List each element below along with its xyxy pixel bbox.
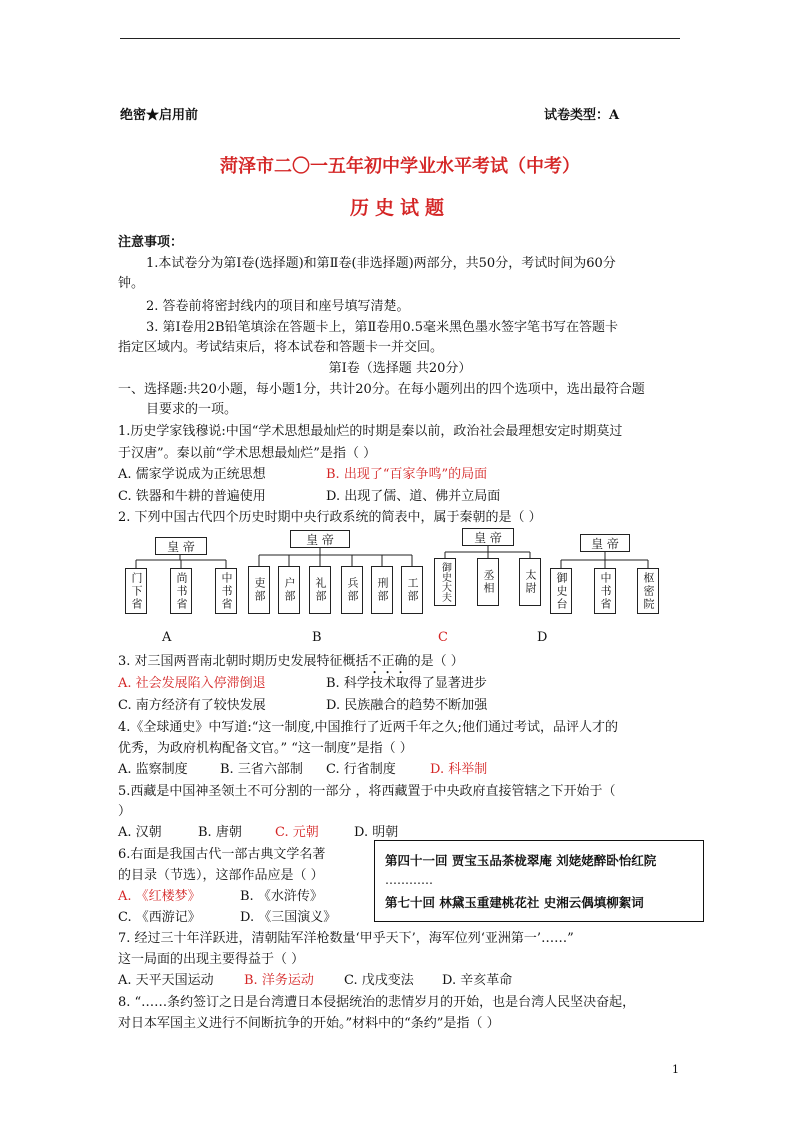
q7-option-a: A. 天平天国运动 <box>118 973 214 988</box>
q6-toc-line-1: 第四十一回 贾宝玉品茶栊翠庵 刘姥姥醉卧怡红院 <box>385 853 657 868</box>
q7-stem: 7. 经过三十年洋跃进，清朝陆军洋枪数量‘甲乎天下’，海军位列‘亚洲第一’……” <box>118 931 574 946</box>
q6-toc-line-2: 第七十回 林黛玉重建桃花社 史湘云偶填柳絮词 <box>385 895 644 910</box>
page-number: 1 <box>672 1063 679 1076</box>
chart-d-label-1: 御史台 <box>555 571 568 611</box>
chart-d-box-1 <box>550 568 572 614</box>
q3-option-d: D. 民族融合的趋势不断加强 <box>326 698 488 713</box>
chart-a-box-1 <box>125 568 147 614</box>
q6-option-c: C. 《西游记》 <box>118 910 201 925</box>
q6-option-a: A. 《红楼梦》 <box>118 889 201 904</box>
chart-a-box-2 <box>170 568 192 614</box>
q5-stem-cont: ） <box>118 804 132 819</box>
q3-option-b: B. 科学技术取得了显著进步 <box>326 676 487 691</box>
q2-stem: 2. 下列中国古代四个历史时期中央行政系统的简表中，属于秦朝的是（ ） <box>118 510 542 525</box>
chart-a-label-1: 门下省 <box>130 571 143 611</box>
chart-b-box-2 <box>278 566 300 614</box>
q3-stem-pre: 3. 对三国两晋南北朝时期历史发展特征概括 <box>118 654 369 669</box>
instructions-cont: 目要求的一项。 <box>146 402 238 417</box>
chart-b-label-5: 刑部 <box>376 577 389 603</box>
chart-c-box-2 <box>477 558 499 606</box>
q5-option-c: C. 元朝 <box>275 825 319 840</box>
q5-option-d: D. 明朝 <box>354 825 399 840</box>
chart-d-label-2: 中书省 <box>599 571 612 611</box>
q3-option-c: C. 南方经济有了较快发展 <box>118 698 266 713</box>
exam-title: 菏泽市二〇一五年初中学业水平考试（中考） <box>220 156 580 177</box>
chart-a-emperor: 皇 帝 <box>155 537 207 555</box>
q2-label-b: B <box>312 630 322 645</box>
q4-option-d: D. 科举制 <box>430 762 488 777</box>
notes-heading: 注意事项： <box>118 235 184 250</box>
chart-b-box-6 <box>401 566 423 614</box>
chart-d-box-3 <box>637 568 659 614</box>
q6-stem: 6.右面是我国古代一部古典文学名著 <box>118 847 326 862</box>
q7-stem-cont: 这一局面的出现主要得益于（ ） <box>118 952 305 967</box>
q6-stem-cont: 的目录（节选），这部作品应是（ ） <box>118 868 324 883</box>
q8-stem: 8. “……条约签订之日是台湾遭日本侵据统治的悲情岁月的开始，也是台湾人民坚决奋起， <box>118 995 636 1010</box>
exam-subtitle: 历史试题 <box>349 197 450 219</box>
chart-c-box-1 <box>434 558 456 606</box>
q1-stem: 1.历史学家钱穆说:中国“学术思想最灿烂的时期是秦以前，政治社会最理想安定时期莫过 <box>118 424 623 439</box>
chart-b-emperor: 皇 帝 <box>290 530 350 548</box>
note-3-cont: 指定区域内。考试结束后，将本试卷和答题卡一并交回。 <box>118 340 444 355</box>
q7-option-b: B. 洋务运动 <box>244 973 314 988</box>
note-1-cont: 钟。 <box>118 276 145 291</box>
chart-c-emperor: 皇 帝 <box>462 528 514 546</box>
q2-label-a: A <box>162 630 172 645</box>
q3-stem-emphasis: 不正确 <box>368 654 408 669</box>
q5-stem: 5.西藏是中国神圣领土不可分割的一部分 ，将西藏置于中央政府直接管辖之下开始于（ <box>118 784 616 799</box>
chart-b-box-3 <box>309 566 331 614</box>
q7-option-d: D. 辛亥革命 <box>442 973 513 988</box>
q4-option-c: C. 行省制度 <box>326 762 396 777</box>
chart-d-emperor: 皇 帝 <box>580 534 630 552</box>
chart-b-label-1: 吏部 <box>253 577 266 603</box>
chart-b-box-5 <box>371 566 393 614</box>
q4-option-a: A. 监察制度 <box>118 762 188 777</box>
chart-c-label-3: 太尉 <box>524 569 537 595</box>
q3-option-a: A. 社会发展陷入停滞倒退 <box>118 676 266 691</box>
q1-stem-cont: 于汉唐”。秦以前“学术思想最灿烂”是指（ ） <box>118 446 377 461</box>
chart-a-box-3 <box>215 568 237 614</box>
note-3: 3. 第Ⅰ卷用2B铅笔填涂在答题卡上，第Ⅱ卷用0.5毫米黑色墨水签字笔书写在答题卡 <box>146 320 619 335</box>
q4-stem: 4.《全球通史》中写道:“这一制度,中国推行了近两千年之久;他们通过考试，品评人才的 <box>118 720 618 735</box>
confidential-label: 绝密★启用前 <box>120 108 199 123</box>
q8-stem-cont: 对日本军国主义进行不间断抗争的开始。”材料中的“条约”是指（ ） <box>118 1016 500 1031</box>
chart-b-label-3: 礼部 <box>314 577 327 603</box>
q1-option-c: C. 铁器和牛耕的普遍使用 <box>118 489 266 504</box>
instructions: 一、选择题:共20小题，每小题1分，共计20分。在每小题列出的四个选项中，选出最符合题 <box>118 382 645 397</box>
chart-b-box-4 <box>341 566 363 614</box>
q5-option-b: B. 唐朝 <box>198 825 242 840</box>
chart-b-label-6: 工部 <box>406 577 419 603</box>
chart-a-label-2: 尚书省 <box>175 571 188 611</box>
chart-a-label-3: 中书省 <box>220 571 233 611</box>
q2-label-d: D <box>537 630 548 645</box>
q4-stem-cont: 优秀，为政府机构配备文官。” “这一制度”是指（ ） <box>118 741 413 756</box>
section-heading: 第Ⅰ卷（选择题 共20分） <box>328 361 472 376</box>
q4-option-b: B. 三省六部制 <box>220 762 303 777</box>
q6-table-of-contents-box <box>374 840 704 922</box>
chart-d-box-2 <box>594 568 616 614</box>
q1-option-d: D. 出现了儒、道、佛并立局面 <box>326 489 501 504</box>
q1-option-b: B. 出现了“百家争鸣”的局面 <box>326 467 488 482</box>
q5-option-a: A. 汉朝 <box>118 825 162 840</box>
note-2: 2. 答卷前将密封线内的项目和座号填写清楚。 <box>146 299 410 314</box>
chart-b-box-1 <box>248 566 270 614</box>
q6-option-b: B. 《水浒传》 <box>240 889 323 904</box>
chart-b-label-4: 兵部 <box>346 577 359 603</box>
q7-option-c: C. 戊戌变法 <box>344 973 414 988</box>
note-1: 1.本试卷分为第Ⅰ卷(选择题)和第Ⅱ卷(非选择题)两部分，共50分，考试时间为60分 <box>146 256 616 271</box>
q2-label-c: C <box>438 630 448 645</box>
chart-c-box-3 <box>519 558 541 606</box>
chart-b-label-2: 户部 <box>283 577 296 603</box>
chart-c-label-1: 御史大夫 <box>439 562 451 602</box>
q6-toc-ellipsis: ………… <box>385 873 433 887</box>
q6-option-d: D. 《三国演义》 <box>240 910 337 925</box>
chart-c-label-2: 丞相 <box>482 569 495 595</box>
q1-option-a: A. 儒家学说成为正统思想 <box>118 467 266 482</box>
chart-d-label-3: 枢密院 <box>642 571 655 611</box>
paper-type-label: 试卷类型：A <box>544 108 620 123</box>
q3-stem-post: 的是（ ） <box>407 654 464 669</box>
